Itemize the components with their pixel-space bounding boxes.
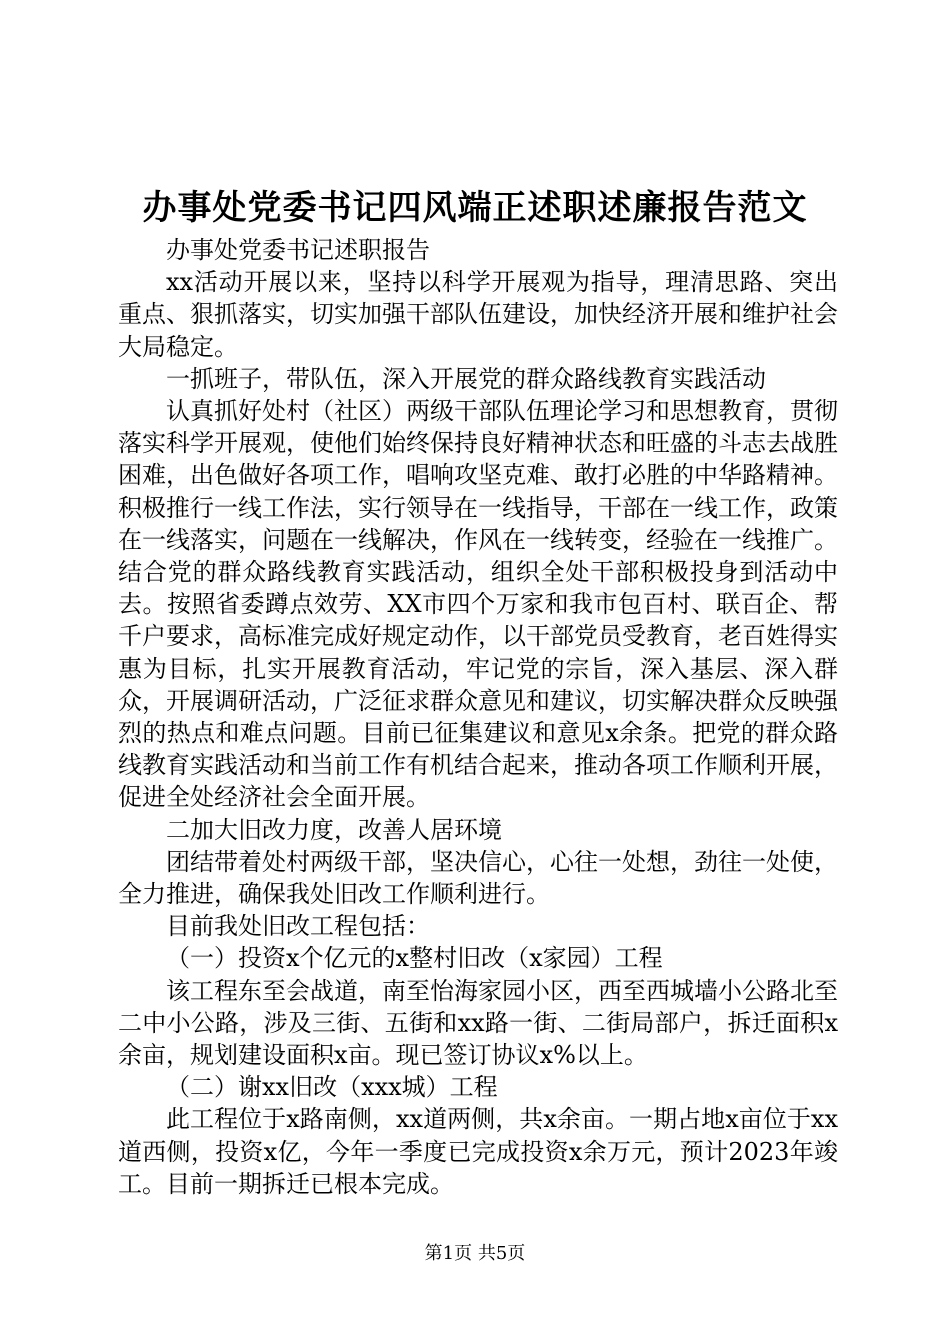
- body-paragraph: 该工程东至会战道，南至怡海家园小区，西至西城墙小公路北至二中小公路，涉及三街、五街和xx路一街、二街局部户，拆迁面积x余亩，规划建设面积x亩。现已签订协议x%以上。: [118, 976, 838, 1070]
- section-heading: 一抓班子，带队伍，深入开展党的群众路线教育实践活动: [166, 364, 766, 393]
- section-heading: 二加大旧改力度，改善人居环境: [166, 815, 502, 844]
- subsection-heading: （二）谢xx旧改（xxx城）工程: [166, 1073, 498, 1102]
- body-paragraph: 办事处党委书记述职报告: [166, 236, 430, 264]
- document-body: [118, 234, 838, 1200]
- body-paragraph: 认真抓好处村（社区）两级干部队伍理论学习和思想教育，贯彻落实科学开展观，使他们始终保持良好精神状态和旺盛的斗志去战胜困难，出色做好各项工作，唱响攻坚克难、敢打必胜的中华路精神。积极推行一线工作法，实行领导在一线指导，干部在一线工作，政策在一线落实，问题在一线解决，作风在一线转变，经验在一线推广。结合党的群众路线教育实践活动，组织全处干部积极投身到活动中去。按照省委蹲点效劳、XX市四个万家和我市包百村、联百企、帮千户要求，高标准完成好规定动作，以干部党员受教育，老百姓得实惠为目标，扎实开展教育活动，牢记党的宗旨，深入基层、深入群众，开展调研活动，广泛征求群众意见和建议，切实解决群众反映强烈的热点和难点问题。目前已征集建议和意见x余条。把党的群众路线教育实践活动和当前工作有机结合起来，推动各项工作顺利开展，促进全处经济社会全面开展。: [118, 397, 838, 812]
- body-paragraph: 目前我处旧改工程包括：: [166, 912, 430, 941]
- body-paragraph: xx活动开展以来，坚持以科学开展观为指导，理清思路、突出重点、狠抓落实，切实加强干部队伍建设，加快经济开展和维护社会大局稳定。: [118, 268, 838, 361]
- body-paragraph: 此工程位于x路南侧，xx道两侧，共x余亩。一期占地x亩位于xx道西侧，投资x亿，今年一季度已完成投资x余万元，预计2023年竣工。目前一期拆迁已根本完成。: [118, 1105, 838, 1198]
- body-paragraph: 团结带着处村两级干部，坚决信心，心往一处想，劲往一处使，全力推进，确保我处旧改工作顺利进行。: [118, 847, 838, 909]
- subsection-heading: （一）投资x个亿元的x整村旧改（x家园）工程: [166, 944, 663, 973]
- page-indicator: 第1页 共5页: [424, 1243, 526, 1264]
- document-title: 办事处党委书记四风端正述职述廉报告范文: [142, 188, 808, 228]
